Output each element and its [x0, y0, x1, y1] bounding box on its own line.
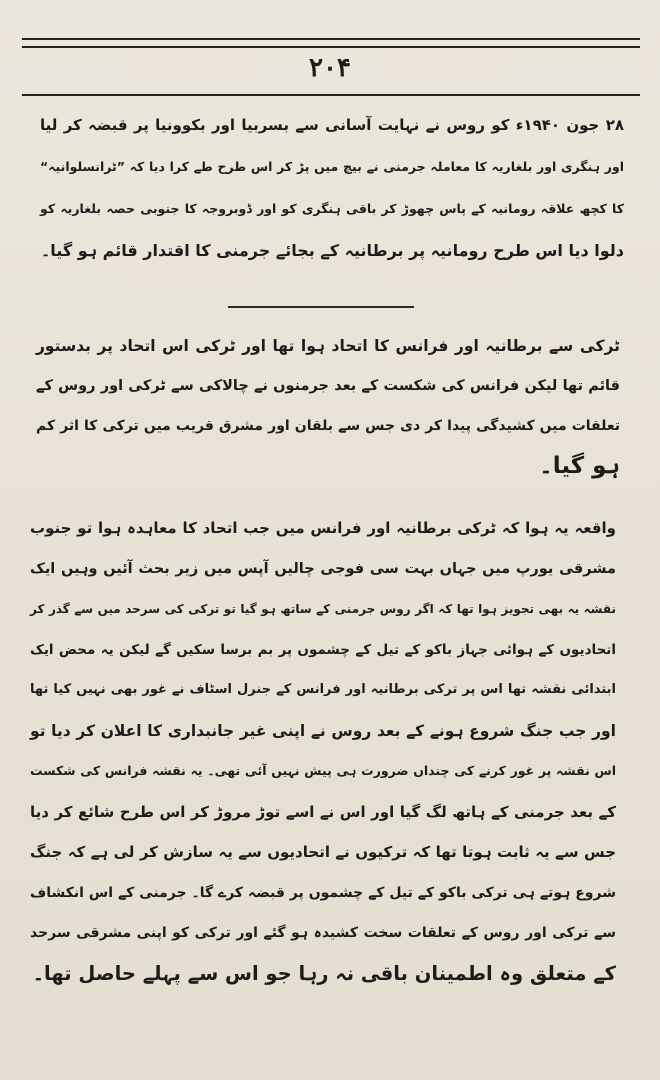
text-line: اس نقشہ پر غور کرنے کی چنداں ضرورت ہی پیش نہیں آئی تھی۔ یہ نقشہ فرانس کی شکست	[30, 763, 616, 778]
text-line: ابتدائی نقشہ تھا اس پر ترکی برطانیہ اور فرانس کے جنرل اسٹاف نے غور بھی نہیں کیا تھا	[30, 682, 616, 697]
header-rule-double	[22, 46, 640, 48]
text-line: اور جب جنگ شروع ہونے کے بعد روس نے اپنی غیر جانبداری کا اعلان کر دیا تو	[30, 721, 616, 740]
text-line: کے متعلق وہ اطمینان باقی نہ رہا جو اس سے پہلے حاصل تھا۔	[32, 961, 616, 985]
text-line: تعلقات میں کشیدگی پیدا کر دی جس سے بلقان اور مشرق قریب میں ترکی کا اثر کم	[36, 418, 620, 434]
text-line: واقعہ یہ ہوا کہ ٹرکی برطانیہ اور فرانس میں جب اتحاد کا معاہدہ ہوا تو جنوب	[30, 519, 616, 537]
text-line: ہو گیا۔	[539, 453, 620, 479]
text-line: قائم تھا لیکن فرانس کی شکست کے بعد جرمنوں نے چالاکی سے ٹرکی اور روس کے	[36, 378, 620, 394]
header-rule-top	[22, 38, 640, 40]
paragraph-2	[36, 326, 620, 486]
text-line: اتحادیوں کے ہوائی جہاز باکو کے تیل کے چشموں پر بم برسا سکیں گے لیکن یہ محض ایک	[30, 641, 616, 658]
text-line: سے ترکی اور روس کے تعلقات سخت کشیدہ ہو گئے اور ترکی کو اپنی مشرقی سرحد	[30, 925, 616, 941]
paragraph-1	[40, 104, 624, 272]
text-line: ۲۸ جون ۱۹۴۰ء کو روس نے نہایت آسانی سے بسربیا اور بکوونیا پر قبضہ کر لیا	[40, 116, 624, 134]
page-number: ۲۰۴	[309, 53, 351, 83]
text-line: اور ہنگری اور بلغاریہ کا معاملہ جرمنی نے بیچ میں پڑ کر اس طرح طے کرا دیا کہ ”ٹرانسلوانیہ“	[40, 159, 624, 174]
text-line: کے بعد جرمنی کے ہاتھ لگ گیا اور اس نے اسے توڑ مروڑ کر اس طرح شائع کر دیا	[30, 802, 616, 821]
text-line: شروع ہوتے ہی ترکی باکو کے تیل کے چشموں پر قبضہ کرے گا۔ جرمنی کے اس انکشاف	[30, 884, 616, 901]
paragraph-3	[30, 508, 616, 994]
text-line: ٹرکی سے برطانیہ اور فرانس کا اتحاد ہوا تھا اور ٹرکی اس اتحاد پر بدستور	[36, 337, 620, 355]
text-line: کا کچھ علاقہ رومانیہ کے پاس چھوڑ کر باقی ہنگری کو اور ڈوبروجہ کا جنوبی حصہ بلغاریہ کو	[40, 201, 624, 216]
header-rule-bottom	[22, 94, 640, 96]
text-line: دلوا دیا اس طرح رومانیہ پر برطانیہ کے بجائے جرمنی کا اقتدار قائم ہو گیا۔	[40, 241, 624, 260]
text-line: نقشہ یہ بھی تجویز ہوا تھا کہ اگر روس جرمنی کے ساتھ ہو گیا تو ترکی کی سرحد میں سے گذر کر	[30, 602, 616, 616]
text-line: جس سے یہ ثابت ہوتا تھا کہ ترکیوں نے اتحادیوں سے یہ سازش کر لی ہے کہ جنگ	[30, 843, 616, 861]
text-line: مشرقی یورپ میں جہاں بہت سی فوجی چالیں آپس میں زیر بحث آئیں وہیں ایک	[30, 560, 616, 577]
section-divider	[228, 306, 414, 308]
